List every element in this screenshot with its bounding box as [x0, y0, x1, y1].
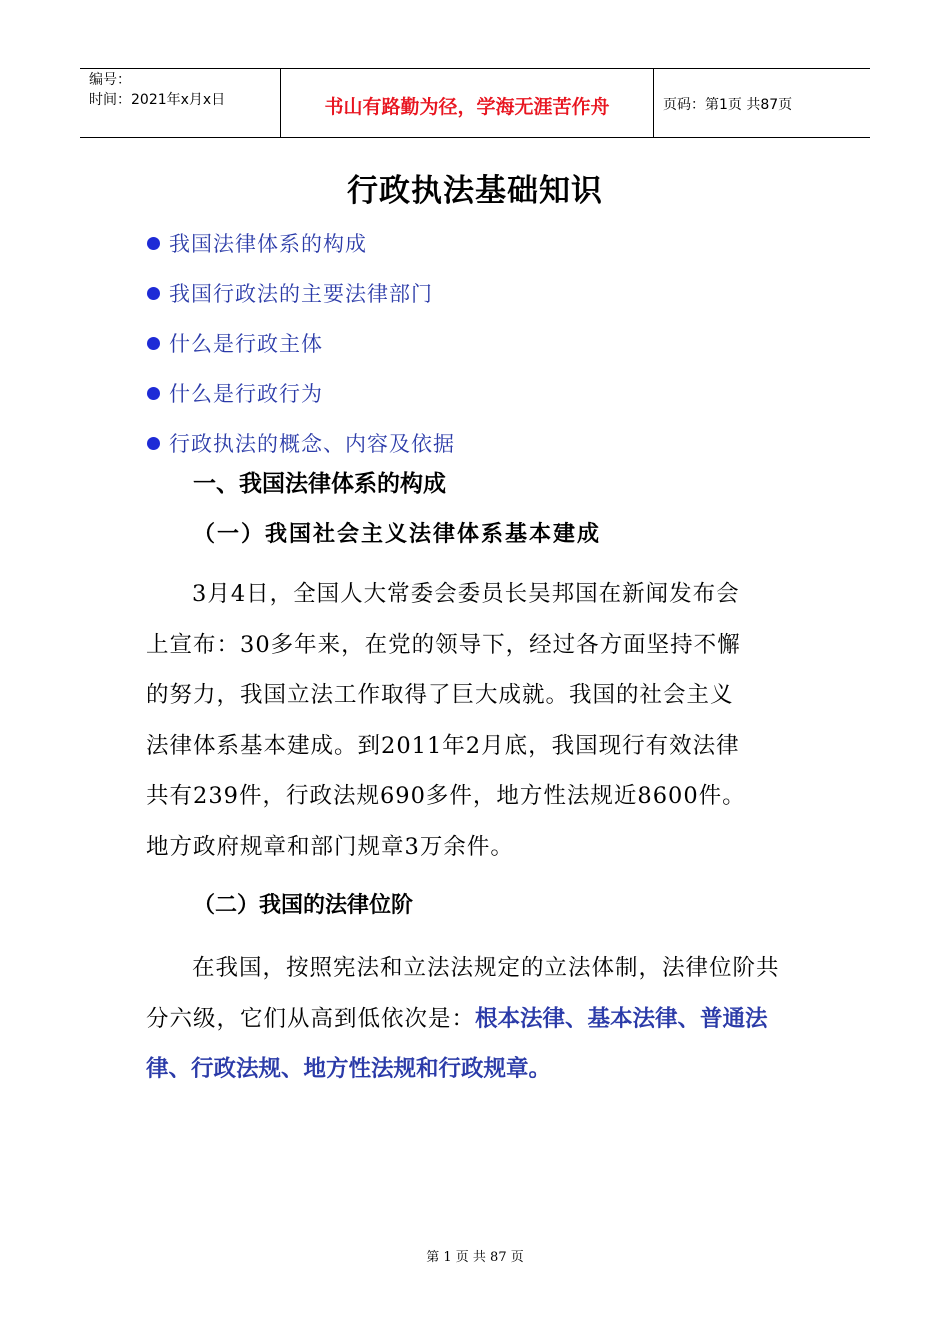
topic-item-text: 什么是行政行为 — [169, 382, 323, 406]
header-motto-cell — [281, 69, 654, 137]
document-time-label: 时间：2021年x月x日 — [89, 92, 226, 108]
paragraph-line — [146, 1044, 806, 1095]
page-footer: 第 1 页 共 87 页 — [426, 1250, 524, 1265]
header-page-cell — [654, 69, 870, 137]
bullet-icon — [147, 287, 160, 300]
topic-list — [147, 218, 455, 468]
topic-item — [147, 418, 455, 468]
paragraph-line — [146, 994, 806, 1045]
topic-item-text: 什么是行政主体 — [169, 332, 323, 356]
section-heading: 一、我国法律体系的构成 — [193, 471, 446, 497]
paragraph-line: 3月4日，全国人大常委会委员长吴邦国在新闻发布会 — [192, 581, 740, 607]
topic-item — [147, 268, 455, 318]
topic-item — [147, 318, 455, 368]
paragraph-legal-system — [146, 569, 806, 872]
subsection-heading-2: （二）我国的法律位阶 — [193, 893, 414, 918]
paragraph-text: 分六级，它们从高到低依次是： — [146, 1005, 476, 1032]
bullet-icon — [147, 437, 160, 450]
bullet-icon — [147, 237, 160, 250]
paragraph-line: 在我国，按照宪法和立法法规定的立法体制，法律位阶共 — [192, 955, 780, 981]
paragraph-line: 共有239件，行政法规690多件，地方性法规近8600件。 — [146, 783, 746, 809]
document-title: 行政执法基础知识 — [347, 173, 603, 209]
paragraph-line: 的努力，我国立法工作取得了巨大成就。我国的社会主义 — [146, 682, 734, 708]
header-meta-cell — [80, 69, 281, 137]
paragraph-line: 法律体系基本建成。到2011年2月底，我国现行有效法律 — [146, 732, 740, 759]
bullet-icon — [147, 337, 160, 350]
topic-item-text: 我国法律体系的构成 — [169, 232, 367, 256]
paragraph-line: 地方政府规章和部门规章3万余件。 — [146, 833, 514, 860]
topic-item-text: 我国行政法的主要法律部门 — [169, 282, 433, 306]
document-number-label: 编号： — [89, 72, 131, 88]
page-header — [80, 68, 870, 138]
subsection-heading-1: （一）我国社会主义法律体系基本建成 — [193, 522, 602, 547]
topic-item — [147, 218, 455, 268]
paragraph-legal-hierarchy — [146, 943, 806, 1095]
topic-item-text: 行政执法的概念、内容及依据 — [169, 432, 455, 456]
header-page-info: 页码：第1页 共87页 — [663, 97, 793, 113]
emphasized-text: 根本法律、基本法律、普通法 — [475, 1005, 768, 1032]
bullet-icon — [147, 387, 160, 400]
topic-item — [147, 368, 455, 418]
header-motto: 书山有路勤为径，学海无涯苦作舟 — [324, 96, 610, 118]
paragraph-line: 上宣布：30多年来，在党的领导下，经过各方面坚持不懈 — [146, 631, 741, 658]
emphasized-text: 律、行政法规、地方性法规和行政规章。 — [146, 1056, 552, 1082]
